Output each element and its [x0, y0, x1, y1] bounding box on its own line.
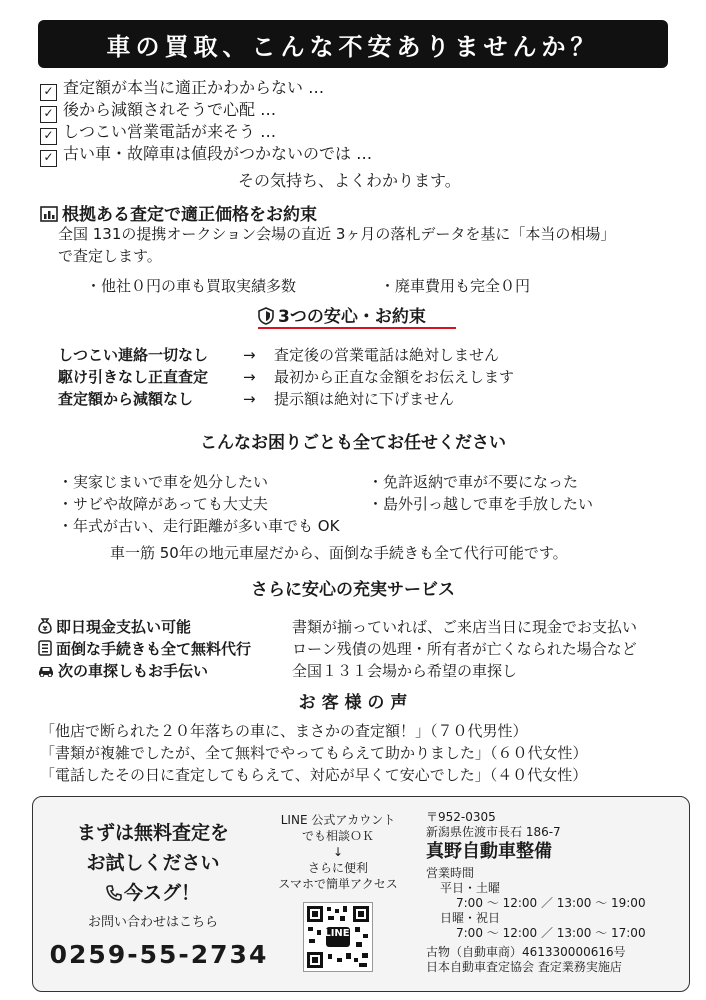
promise-desc: 査定後の営業電話は絶対しません	[274, 346, 500, 364]
price-point-1: ・他社０円の車も買取実績多数	[86, 277, 297, 295]
trouble-item: ・免許返納で車が不要になった	[368, 473, 579, 491]
empathy-text: その気持ち、よくわかります。	[238, 171, 461, 190]
company-name: 真野自動車整備	[426, 841, 552, 862]
services-heading: さらに安心の充実サービス	[251, 580, 455, 600]
service-desc: 書類が揃っていれば、ご来店当日に現金でお支払い	[292, 618, 638, 636]
promise-label: しつこい連絡一切なし	[58, 346, 209, 364]
phone-icon	[106, 885, 122, 901]
promise-label: 査定額から減額なし	[58, 390, 194, 408]
voice-item: 「他店で断られた２０年落ちの車に、まさかの査定額！」（７０代男性）	[40, 722, 528, 740]
voices-heading: お 客 様 の 声	[298, 693, 408, 713]
weekday-label: 平日・土曜	[440, 881, 501, 895]
weekday-hours: 7:00 ～ 12:00 ／ 13:00 ～ 19:00	[456, 896, 646, 910]
checkbox-icon: ✓	[40, 128, 57, 145]
cta-line: 今スグ！	[48, 878, 258, 908]
price-body-line1: 全国 131の提携オークション会場の直近 3ヶ月の落札データを基に「本当の相場」	[58, 225, 616, 243]
money-bag-icon	[38, 618, 52, 634]
checkbox-icon: ✓	[40, 150, 57, 167]
checkbox-icon: ✓	[40, 84, 57, 101]
price-heading: 根拠ある査定で適正価格をお約束	[40, 200, 317, 225]
service-label: 面倒な手続きも全て無料代行	[38, 638, 251, 660]
svg-text:¥: ¥	[42, 625, 48, 633]
cta-line: まずは無料査定を	[76, 822, 229, 844]
promises-underline	[258, 327, 456, 329]
line-info: LINE 公式アカウント でも相談ＯＫ ↓ さらに便利 スマホで簡単アクセス	[262, 812, 414, 892]
down-arrow-icon: ↓	[332, 845, 344, 859]
trouble-item: ・年式が古い、走行距離が多い車でも OK	[58, 517, 340, 535]
car-icon	[38, 663, 54, 677]
arrow-icon: →	[243, 390, 256, 408]
checkbox-icon: ✓	[40, 106, 57, 123]
trouble-item: ・実家じまいで車を処分したい	[58, 473, 269, 491]
trouble-item: ・サビや故障があっても大丈夫	[58, 495, 268, 513]
promise-label: 駆け引きなし正直査定	[58, 368, 209, 386]
document-icon	[38, 640, 52, 656]
price-point-2: ・廃車費用も完全０円	[380, 277, 531, 295]
arrow-icon: →	[243, 368, 256, 386]
promise-desc: 最初から正直な金額をお伝えします	[274, 368, 515, 386]
service-label: 次の車探しもお手伝い	[38, 660, 208, 682]
troubles-heading: こんなお困りごとも全てお任せください	[200, 433, 506, 453]
license-number: 古物（自動車商）461330000616号	[426, 945, 626, 959]
company-info	[426, 810, 646, 975]
concern-item: ✓ 査定額が本当に適正かわからない …	[40, 77, 324, 101]
concern-item: ✓ 後から減額されそうで心配 …	[40, 99, 276, 123]
association: 日本自動車査定協会 査定業務実施店	[426, 960, 622, 974]
qr-label: LINE	[324, 928, 350, 939]
cta-line: お試しください	[86, 852, 220, 874]
voice-item: 「電話したその日に査定してもらえて、対応が早くて安心でした」（４０代女性）	[40, 766, 588, 784]
service-desc: ローン残債の処理・所有者が亡くなられた場合など	[292, 640, 637, 658]
phone-number[interactable]: 0259-55-2734	[49, 940, 269, 969]
troubles-note: 車一筋 50年の地元車屋だから、面倒な手続きも全て代行可能です。	[110, 544, 568, 562]
inquiry-label: お問い合わせはこちら	[87, 915, 218, 930]
promise-desc: 提示額は絶対に下げません	[274, 390, 455, 408]
hours-title: 営業時間	[426, 866, 475, 880]
voice-item: 「書類が複雑でしたが、全て無料でやってもらえて助かりました」（６０代女性）	[40, 744, 588, 762]
concern-item: ✓ しつこい営業電話が来そう …	[40, 121, 276, 145]
postal-code: 〒952-0305	[426, 810, 496, 824]
price-body-line2: で査定します。	[58, 247, 162, 265]
concern-item: ✓ 古い車・故障車は値段がつかないのでは …	[40, 143, 372, 167]
bar-chart-icon	[40, 206, 58, 222]
service-label: ¥ 即日現金支払い可能	[38, 616, 191, 638]
cta-block	[48, 818, 258, 908]
arrow-icon: →	[243, 346, 256, 364]
page-banner: 車の買取、こんな不安ありませんか？	[38, 20, 668, 68]
shield-icon	[258, 307, 274, 325]
address: 新潟県佐渡市長石 186-7	[426, 825, 561, 839]
holiday-label: 日曜・祝日	[440, 911, 501, 925]
trouble-item: ・島外引っ越しで車を手放したい	[368, 495, 594, 513]
service-desc: 全国１３１会場から希望の車探し	[292, 662, 518, 680]
holiday-hours: 7:00 ～ 12:00 ／ 13:00 ～ 17:00	[456, 926, 646, 940]
promises-heading: 3つの安心・お約束	[258, 302, 426, 327]
